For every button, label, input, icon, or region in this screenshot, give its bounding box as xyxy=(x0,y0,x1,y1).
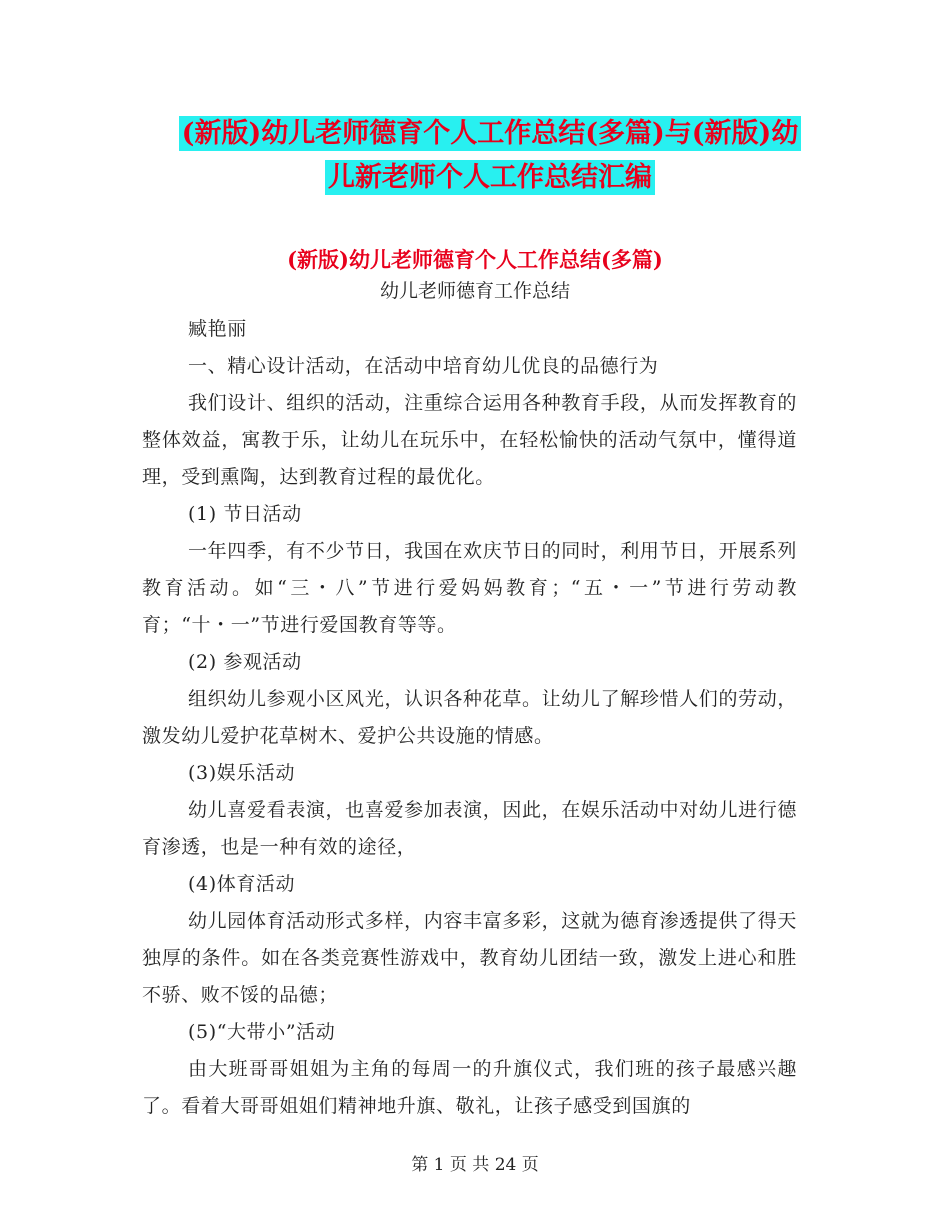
subheading-entertainment: (3)娱乐活动 xyxy=(188,762,296,784)
paragraph: 幼儿喜爱看表演，也喜爱参加表演，因此，在娱乐活动中对幼儿进行德育渗透，也是一种有效的途径， xyxy=(142,799,797,858)
paragraph: 幼儿园体育活动形式多样，内容丰富多彩，这就为德育渗透提供了得天独厚的条件。如在各类竞赛性游戏中，教育幼儿团结一致，激发上进心和胜不骄、败不馁的品德； xyxy=(142,910,797,1006)
title-line-1: (新版)幼儿老师德育个人工作总结(多篇)与(新版)幼 xyxy=(179,116,802,151)
section-title: (新版)幼儿老师德育个人工作总结(多篇) xyxy=(287,247,663,272)
paragraph: 由大班哥哥姐姐为主角的每周一的升旗仪式，我们班的孩子最感兴趣了。看着大哥哥姐姐们精神地升旗、敬礼，让孩子感受到国旗的 xyxy=(142,1058,797,1117)
paragraph: 一年四季，有不少节日，我国在欢庆节日的同时，利用节日，开展系列教育活动。如“三・八”节进行爱妈妈教育；“五・一”节进行劳动教育；“十・一”节进行爱国教育等等。 xyxy=(142,540,797,636)
paragraph: 我们设计、组织的活动，注重综合运用各种教育手段，从而发挥教育的整体效益，寓教于乐，让幼儿在玩乐中，在轻松愉快的活动气氛中，懂得道理，受到熏陶，达到教育过程的最优化。 xyxy=(142,392,797,488)
subheading-big-small: (5)“大带小”活动 xyxy=(188,1021,336,1043)
page-footer: 第 1 页 共 24 页 xyxy=(411,1155,539,1175)
title-line-2: 儿新老师个人工作总结汇编 xyxy=(325,160,655,195)
subheading-visit: (2) 参观活动 xyxy=(188,651,302,673)
subheading-sports: (4)体育活动 xyxy=(188,873,296,895)
document-body xyxy=(142,311,797,1125)
heading-1: 一、精心设计活动，在活动中培育幼儿优良的品德行为 xyxy=(188,355,659,377)
paragraph: 组织幼儿参观小区风光，认识各种花草。让幼儿了解珍惜人们的劳动，激发幼儿爱护花草树木、爱护公共设施的情感。 xyxy=(142,688,797,747)
subheading-festival: (1) 节日活动 xyxy=(188,503,302,525)
document-title xyxy=(140,112,840,200)
subtitle: 幼儿老师德育工作总结 xyxy=(379,280,570,302)
author-name: 臧艳丽 xyxy=(188,318,247,340)
